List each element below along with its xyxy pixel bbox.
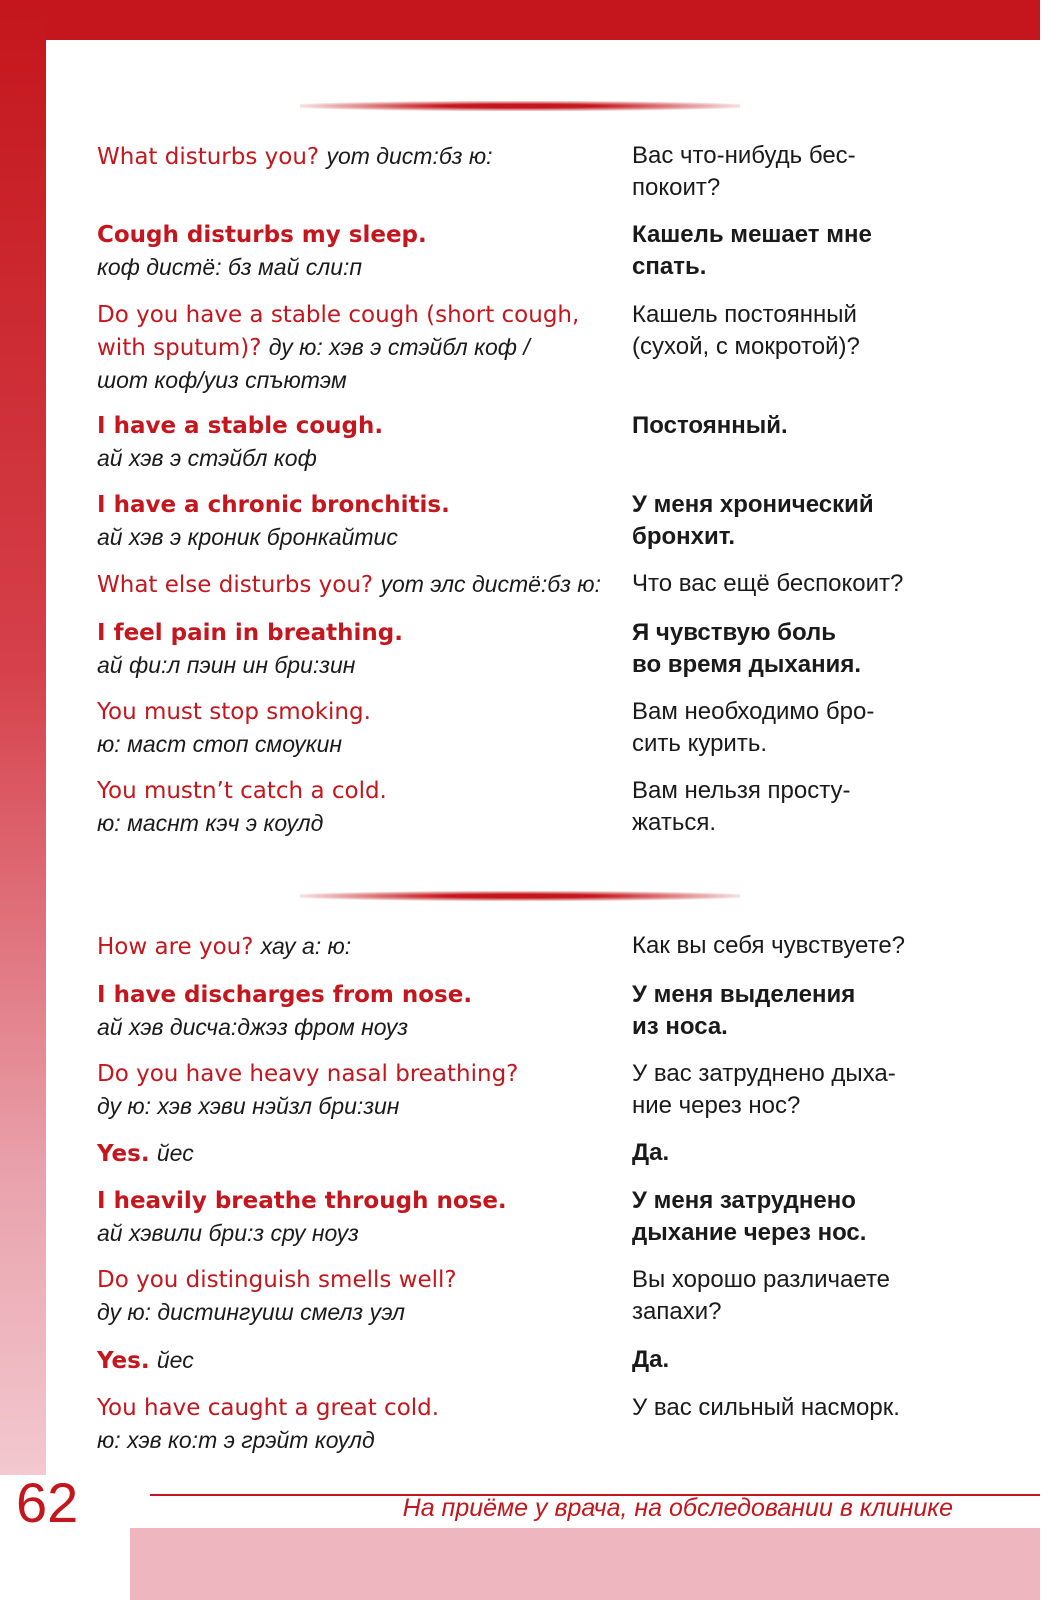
english-phrase-block — [97, 140, 622, 173]
transcription: ай хэвили бри:з сру ноуз — [97, 1220, 359, 1246]
transcription: ай хэв э кроник бронкайтис — [97, 524, 398, 550]
english-phrase: How are you? — [97, 934, 254, 960]
english-phrase-block — [97, 299, 622, 397]
english-phrase-block — [97, 568, 622, 601]
english-phrase-block — [97, 1344, 622, 1377]
english-phrase-block — [97, 1137, 622, 1170]
english-phrase: You have caught a great cold. — [97, 1395, 440, 1421]
russian-translation: Вам нельзя просту- жаться. — [632, 777, 851, 836]
top-red-band — [0, 0, 1040, 40]
transcription: ю: маснт кэч э коулд — [97, 810, 324, 836]
transcription: ду ю: дистингуиш смелз уэл — [97, 1299, 406, 1325]
left-red-band — [0, 0, 46, 1475]
english-phrase: Cough disturbs my sleep. — [97, 222, 427, 248]
footer-section-title: На приёме у врача, на обследовании в клинике — [402, 1494, 953, 1522]
russian-translation: Я чувствую боль во время дыхания. — [632, 619, 861, 678]
transcription: уот элс дистё:бз ю: — [380, 571, 601, 597]
transcription: хау а: ю: — [260, 933, 352, 959]
russian-translation: Вас что-нибудь бес- покоит? — [632, 142, 856, 201]
english-phrase-block — [97, 696, 622, 761]
english-phrase-block — [97, 410, 622, 475]
english-phrase: Do you have heavy nasal breathing? — [97, 1061, 519, 1087]
transcription: йес — [156, 1347, 194, 1373]
english-phrase-block — [97, 489, 622, 554]
english-phrase-block — [97, 1185, 622, 1250]
english-phrase: Yes. — [97, 1141, 150, 1167]
page-number: 62 — [16, 1471, 79, 1534]
english-phrase: Do you have a stable cough (short cough, with sputum)? — [97, 302, 580, 361]
russian-translation: Вам необходимо бро- сить курить. — [632, 698, 875, 757]
russian-translation: Вы хорошо различаете запахи? — [632, 1266, 891, 1325]
russian-translation: Кашель постоянный (сухой, с мокротой)? — [632, 301, 860, 360]
bottom-pink-band — [130, 1528, 1040, 1600]
section-divider — [300, 101, 740, 111]
russian-translation: У меня хронический бронхит. — [632, 491, 874, 550]
russian-translation: У вас сильный насморк. — [632, 1394, 900, 1421]
russian-translation: У меня затруднено дыхание через нос. — [632, 1187, 867, 1246]
section-divider — [300, 891, 740, 901]
english-phrase: Yes. — [97, 1348, 150, 1374]
english-phrase: What else disturbs you? — [97, 572, 374, 598]
transcription: ду ю: хэв э стэйбл коф / шот коф/уиз спъютэм — [97, 334, 530, 393]
english-phrase: Do you distinguish smells well? — [97, 1267, 457, 1293]
russian-translation: Кашель мешает мне спать. — [632, 221, 872, 280]
english-phrase: I have a stable cough. — [97, 413, 384, 439]
english-phrase: I have discharges from nose. — [97, 982, 473, 1008]
transcription: ай хэв дисча:джэз фром ноуз — [97, 1014, 409, 1040]
english-phrase: You mustn’t catch a cold. — [97, 778, 387, 804]
english-phrase-block — [97, 1392, 622, 1457]
transcription: коф дистё: бз май сли:п — [97, 254, 363, 280]
russian-translation: Что вас ещё беспокоит? — [632, 570, 904, 597]
transcription: уот дист:бз ю: — [326, 143, 493, 169]
english-phrase-block — [97, 979, 622, 1044]
english-phrase-block — [97, 219, 622, 284]
russian-translation: Да. — [632, 1139, 670, 1166]
transcription: йес — [156, 1140, 194, 1166]
transcription: ай хэв э стэйбл коф — [97, 445, 317, 471]
transcription: ю: хэв ко:т э грэйт коулд — [97, 1427, 375, 1453]
russian-translation: У вас затруднено дыха- ние через нос? — [632, 1060, 896, 1119]
transcription: ю: маст стоп смоукин — [97, 731, 343, 757]
transcription: ду ю: хэв хэви нэйзл бри:зин — [97, 1093, 400, 1119]
russian-translation: Как вы себя чувствуете? — [632, 932, 906, 959]
english-phrase-block — [97, 1058, 622, 1123]
english-phrase: I feel pain in breathing. — [97, 620, 403, 646]
english-phrase: You must stop smoking. — [97, 699, 371, 725]
english-phrase-block — [97, 930, 622, 963]
russian-translation: У меня выделения из носа. — [632, 981, 856, 1040]
english-phrase-block — [97, 617, 622, 682]
russian-translation: Постоянный. — [632, 412, 788, 439]
transcription: ай фи:л пэин ин бри:зин — [97, 652, 356, 678]
english-phrase-block — [97, 775, 622, 840]
english-phrase: I heavily breathe through nose. — [97, 1188, 507, 1214]
english-phrase-block — [97, 1264, 622, 1329]
russian-translation: Да. — [632, 1346, 670, 1373]
english-phrase: What disturbs you? — [97, 144, 320, 170]
english-phrase: I have a chronic bronchitis. — [97, 492, 450, 518]
